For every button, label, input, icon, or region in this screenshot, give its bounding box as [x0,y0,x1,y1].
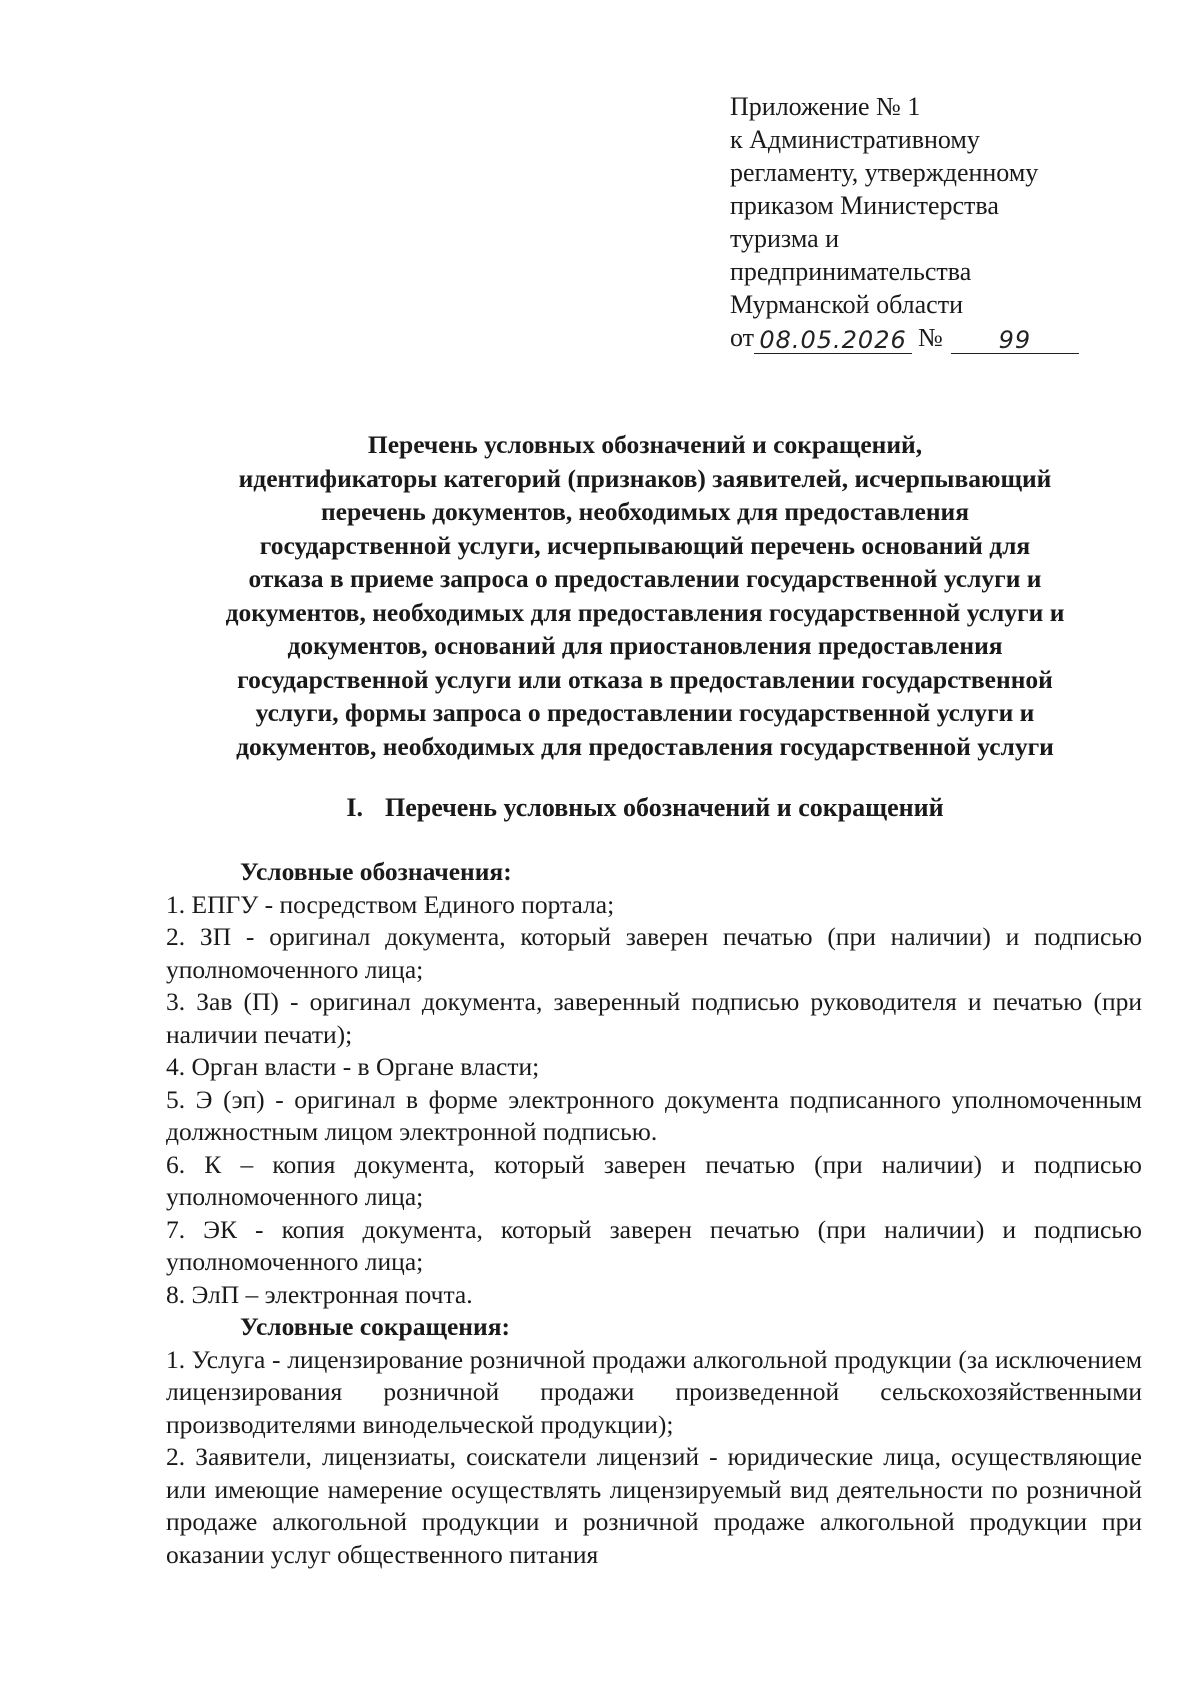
designation-item: 5. Э (эп) - оригинал в форме электронного документа подписанного уполномоченным должностным лицом электронной подписью. [166,1084,1142,1146]
designation-item: 3. Зав (П) - оригинал документа, заверенный подписью руководителя и печатью (при наличии печати); [166,987,1142,1049]
title-line: услуги, формы запроса о предоставлении государственной услуги и [255,698,1035,727]
section-heading [150,792,1140,824]
appendix-line: предпринимательства [730,257,972,286]
handwritten-number: 99 [951,327,1079,354]
title-line: идентификаторы категорий (признаков) заявителей, исчерпывающий [238,463,1052,493]
abbreviation-item: 1. Услуга - лицензирование розничной продажи алкогольной продукции (за исключением лицензирования розничной продажи произведенной сельскохозяйственными производителями винодельческой продукции); [166,1344,1142,1439]
section-title: Перечень условных обозначений и сокращений [384,793,944,822]
title-line: отказа в приеме запроса о предоставлении государственной услуги и [248,564,1042,593]
date-prefix: от [730,323,755,352]
abbreviation-item: 2. Заявители, лицензиаты, соискатели лицензий - юридические лица, осуществляющие или имеющие намерение осуществлять лицензируемый вид деятельности по розничной продаже алкогольной продукции и розничной продаже алкогольной продукции при оказании услуг общественного питания [166,1442,1142,1569]
title-line: документов, необходимых для предоставления государственной услуги и [225,597,1065,627]
handwritten-date: 08.05.2026 [754,327,912,354]
designation-item: 4. Орган власти - в Органе власти; [166,1052,540,1081]
title-line: перечень документов, необходимых для предоставления [320,497,970,526]
appendix-date-line [730,321,1160,354]
title-line: документов, оснований для приостановления предоставления [287,631,1003,660]
title-line: документов, необходимых для предоставления государственной услуги [236,731,1054,761]
document-body [166,856,1142,1571]
designation-item: 8. ЭлП – электронная почта. [166,1279,473,1309]
designation-item: 6. К – копия документа, который заверен печатью (при наличии) и подписью уполномоченного лица; [166,1149,1142,1211]
section-number: I. [346,793,363,822]
appendix-line: Мурманской области [730,290,963,319]
title-line: государственной услуги, исчерпывающий перечень оснований для [259,530,1031,560]
title-line: государственной услуги или отказа в предоставлении государственной [237,664,1053,694]
designation-item: 2. ЗП - оригинал документа, который заверен печатью (при наличии) и подписью уполномоченного лица; [166,922,1142,984]
appendix-line: регламенту, утвержденному [730,158,1039,187]
appendix-line: Приложение № 1 [730,92,921,121]
number-sign: № [918,323,943,352]
appendix-line: приказом Министерства [730,191,999,220]
appendix-header [730,90,1160,354]
appendix-line: к Административному [730,125,980,154]
designations-heading: Условные обозначения: [240,857,512,886]
appendix-line: туризма и [730,224,840,253]
designation-item: 1. ЕПГУ - посредством Единого портала; [166,889,615,919]
abbreviations-heading: Условные сокращения: [240,1312,510,1341]
document-title [150,428,1140,763]
designation-item: 7. ЭК - копия документа, который заверен печатью (при наличии) и подписью уполномоченного лица; [166,1214,1142,1276]
title-line: Перечень условных обозначений и сокращений, [367,430,923,459]
